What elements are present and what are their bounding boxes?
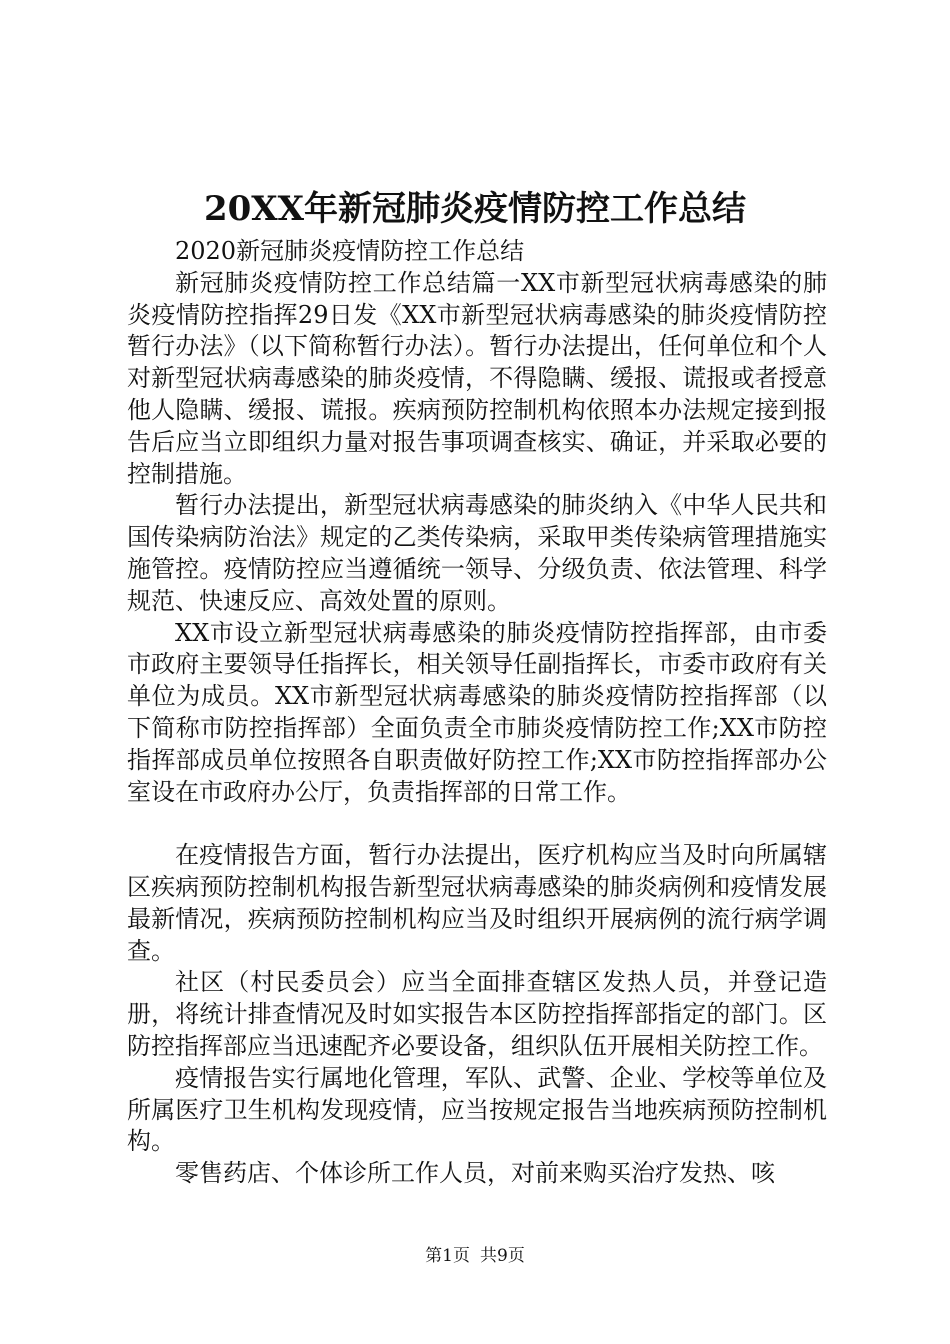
paragraph: 暂行办法提出，新型冠状病毒感染的肺炎纳入《中华人民共和国传染病防治法》规定的乙类传染病，采取甲类传染病管理措施实施管控。疫情防控应当遵循统一领导、分级负责、依法管理、科学规范、快速反应、高效处置的原则。 (127, 491, 827, 615)
page-total: 共9页 (480, 1246, 525, 1266)
document-title: 20XX年新冠肺炎疫情防控工作总结 (203, 189, 747, 229)
paragraph-subtitle: 2020新冠肺炎疫情防控工作总结 (175, 237, 525, 265)
paragraph: 疫情报告实行属地化管理，军队、武警、企业、学校等单位及所属医疗卫生机构发现疫情，应当按规定报告当地疾病预防控制机构。 (127, 1063, 827, 1156)
paragraph: 新冠肺炎疫情防控工作总结篇一XX市新型冠状病毒感染的肺炎疫情防控指挥29日发《XX市新型冠状病毒感染的肺炎疫情防控暂行办法》（以下简称暂行办法）。暂行办法提出，任何单位和个人对新型冠状病毒感染的肺炎疫情，不得隐瞒、缓报、谎报或者授意他人隐瞒、缓报、谎报。疾病预防控制机构依照本办法规定接到报告后应当立即组织力量对报告事项调查核实、确证，并采取必要的控制措施。 (127, 268, 827, 488)
page-footer (0, 1244, 950, 1268)
paragraph: 社区（村民委员会）应当全面排查辖区发热人员，并登记造册，将统计排查情况及时如实报告本区防控指挥部指定的部门。区防控指挥部应当迅速配齐必要设备，组织队伍开展相关防控工作。 (127, 968, 827, 1060)
document-body (127, 236, 827, 1190)
paragraph-gap (127, 808, 827, 840)
paragraph: XX市设立新型冠状病毒感染的肺炎疫情防控指挥部，由市委市政府主要领导任指挥长，相关领导任副指挥长，市委市政府有关单位为成员。XX市新型冠状病毒感染的肺炎疫情防控指挥部（以下简称市防控指挥部）全面负责全市肺炎疫情防控工作;XX市防控指挥部成员单位按照各自职责做好防控工作;XX市防控指挥部办公室设在市政府办公厅，负责指挥部的日常工作。 (127, 618, 827, 806)
page-number: 第1页 (425, 1246, 470, 1266)
paragraph: 零售药店、个体诊所工作人员，对前来购买治疗发热、咳 (175, 1159, 775, 1188)
paragraph: 在疫情报告方面，暂行办法提出，医疗机构应当及时向所属辖区疾病预防控制机构报告新型冠状病毒感染的肺炎病例和疫情发展最新情况，疾病预防控制机构应当及时组织开展病例的流行病学调查。 (127, 841, 827, 965)
